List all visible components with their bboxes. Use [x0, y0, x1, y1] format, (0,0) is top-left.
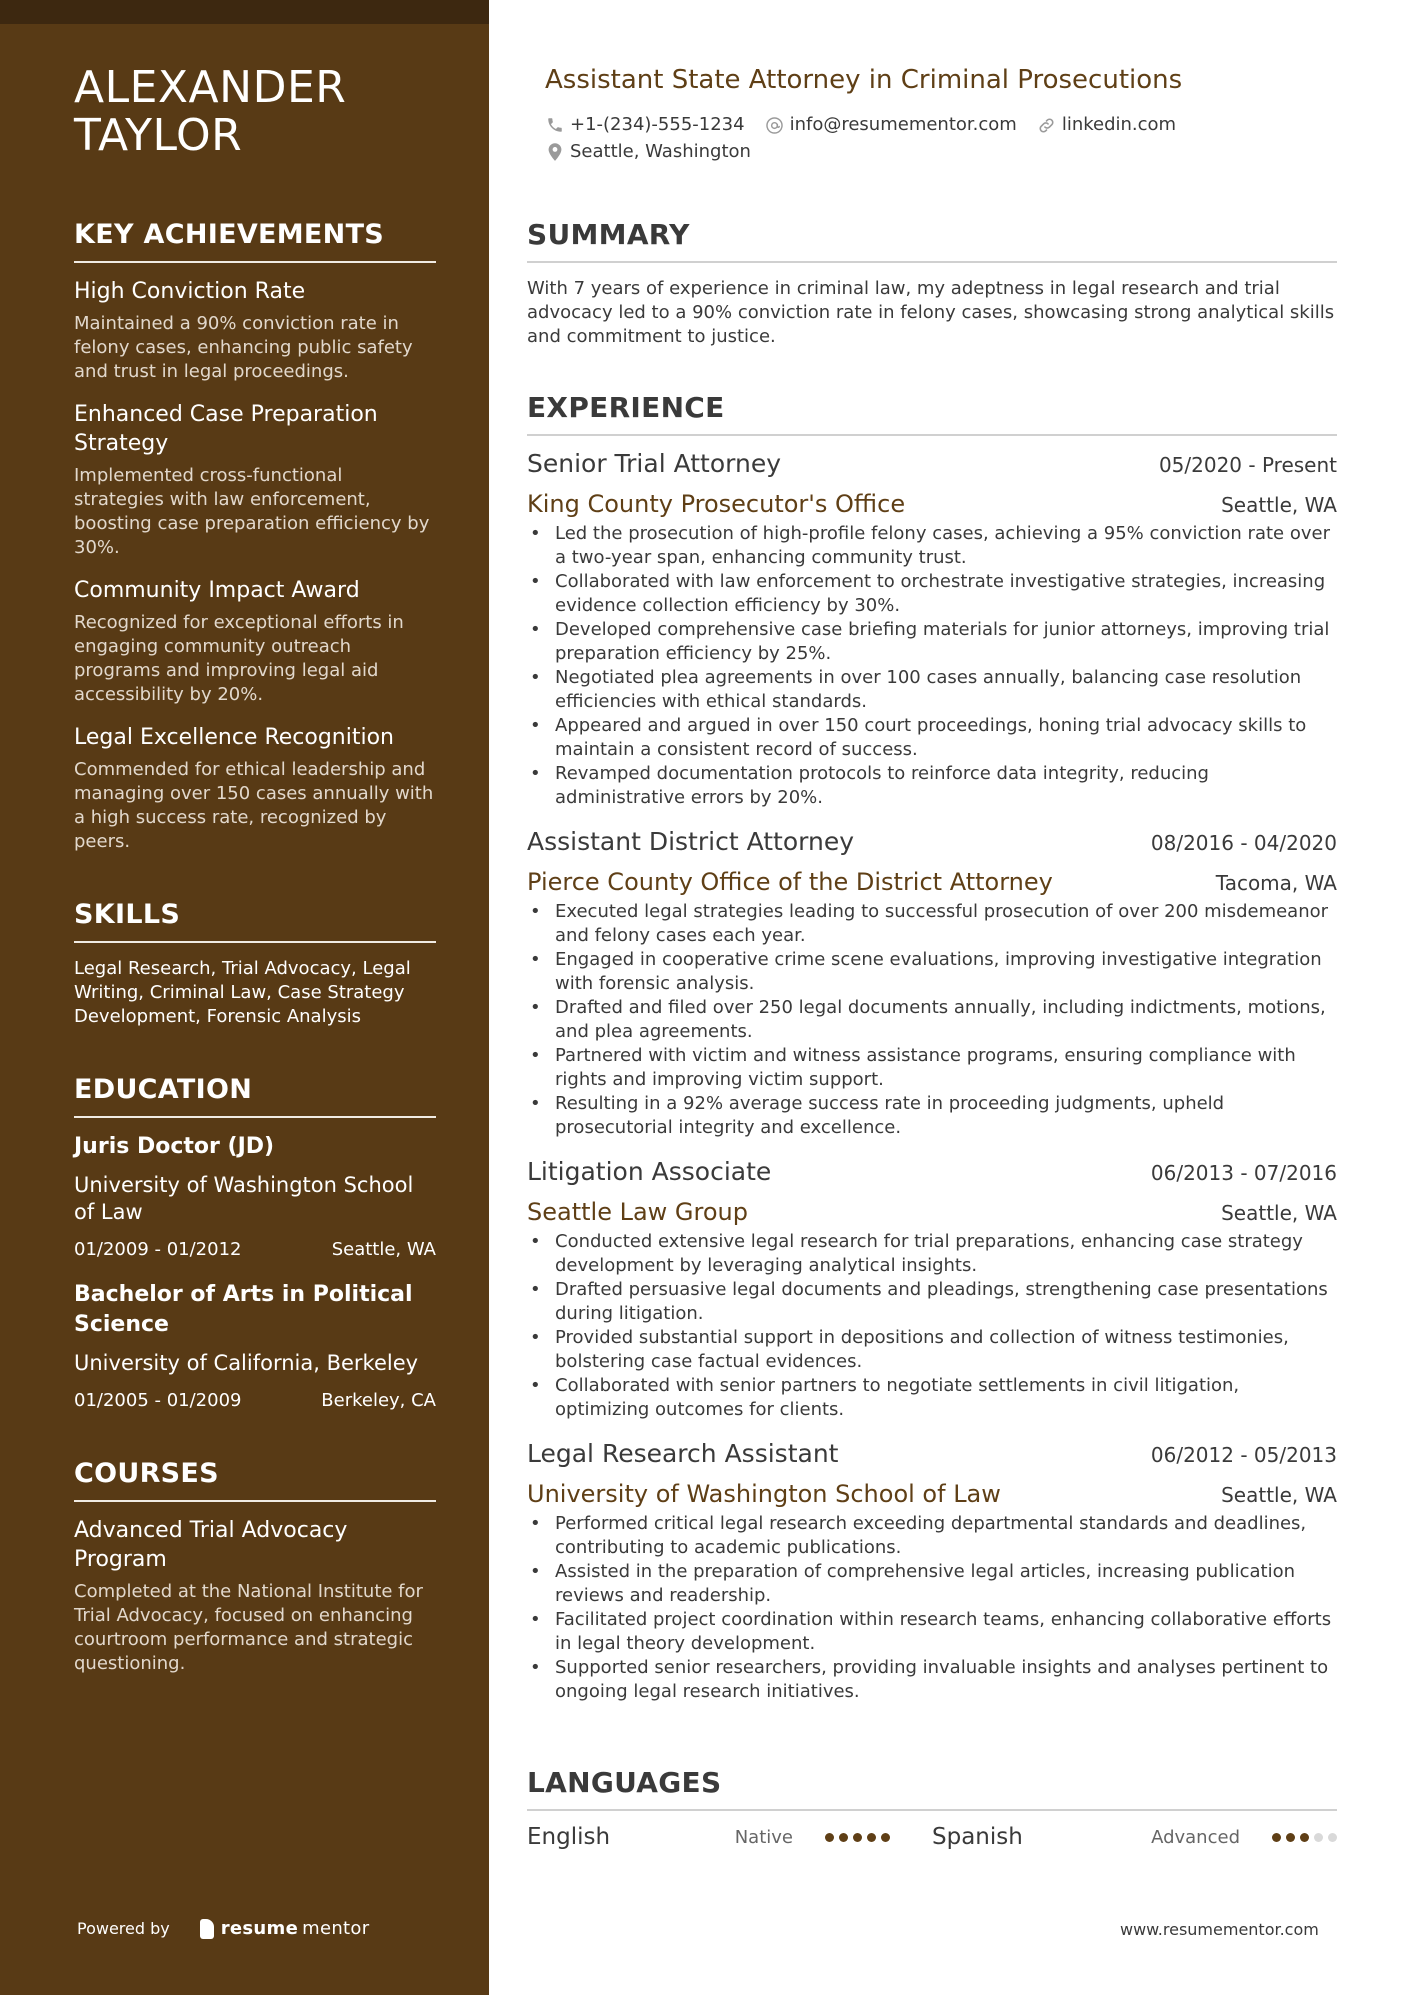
experience-section: [527, 391, 1337, 1704]
brand-logo[interactable]: [200, 1918, 370, 1939]
achievement-item: [74, 277, 436, 384]
list-item: • Revamped documentation protocols to reinforce data integrity, reducing administrative errors by 20%.: [527, 762, 1337, 810]
job-bullets: [527, 1512, 1337, 1704]
job-location: Tacoma, WA: [1215, 871, 1337, 895]
rating-dot-filled: [825, 1833, 834, 1842]
experience-item: [527, 448, 1337, 810]
courses-title: COURSES: [74, 1457, 436, 1502]
education-meta: [74, 1238, 436, 1262]
sidebar-top-band: [0, 0, 489, 24]
job-location: Seattle, WA: [1221, 493, 1337, 517]
course-desc: Completed at the National Institute for Trial Advocacy, focused on enhancing courtroom performance and strategic questioning.: [74, 1581, 423, 1674]
education-title: EDUCATION: [74, 1073, 436, 1118]
language-item: [527, 1824, 932, 1850]
at-icon: [765, 115, 785, 135]
languages-title: LANGUAGES: [527, 1766, 1337, 1811]
job-role: Senior Trial Attorney: [527, 449, 782, 478]
achievement-title: Legal Excellence Recognition: [74, 725, 394, 750]
contact-phone[interactable]: [545, 113, 745, 137]
contact-linkedin[interactable]: [1037, 113, 1176, 137]
courses-section: [74, 1457, 436, 1676]
experience-item: [527, 826, 1337, 1140]
education-item: [74, 1280, 436, 1413]
list-item: • Negotiated plea agreements in over 100 cases annually, balancing case resolution efficiencies with ethical standards.: [527, 666, 1337, 714]
job-role: Assistant District Attorney: [527, 827, 855, 856]
powered-by: [77, 1918, 369, 1939]
achievement-desc: Maintained a 90% conviction rate in felony cases, enhancing public safety and trust in legal proceedings.: [74, 313, 413, 382]
name-first: ALEXANDER: [74, 62, 347, 113]
rating-dot-filled: [881, 1833, 890, 1842]
language-item: [932, 1824, 1337, 1850]
education-location: Seattle, WA: [331, 1239, 436, 1260]
job-bullets: [527, 522, 1337, 810]
achievement-title: Community Impact Award: [74, 578, 360, 603]
education-school: University of Washington School of Law: [74, 1173, 414, 1224]
list-item: • Appeared and argued in over 150 court proceedings, honing trial advocacy skills to maintain a consistent record of success.: [527, 714, 1337, 762]
languages-row: [527, 1821, 1337, 1853]
powered-by-label: Powered by: [77, 1919, 170, 1938]
list-item: • Conducted extensive legal research for trial preparations, enhancing case strategy development by leveraging analytical insights.: [527, 1230, 1337, 1278]
experience-item: [527, 1438, 1337, 1704]
rating-dot-filled: [1272, 1833, 1281, 1842]
achievement-item: [74, 400, 436, 560]
job-dates: 06/2013 - 07/2016: [1150, 1161, 1337, 1185]
achievements-title: KEY ACHIEVEMENTS: [74, 218, 436, 263]
job-dates: 06/2012 - 05/2013: [1150, 1443, 1337, 1467]
list-item: • Drafted persuasive legal documents and pleadings, strengthening case presentations during litigation.: [527, 1278, 1337, 1326]
education-degree: Juris Doctor (JD): [74, 1134, 275, 1159]
skills-section: [74, 898, 436, 1029]
education-item: [74, 1132, 436, 1262]
education-dates: 01/2009 - 01/2012: [74, 1239, 242, 1260]
job-company: Seattle Law Group: [527, 1198, 748, 1226]
candidate-name: [74, 64, 436, 160]
experience-title: EXPERIENCE: [527, 391, 1337, 436]
summary-title: SUMMARY: [527, 218, 1337, 263]
job-location: Seattle, WA: [1221, 1201, 1337, 1225]
job-role: Legal Research Assistant: [527, 1439, 839, 1468]
link-icon: [1037, 115, 1057, 135]
achievements-section: [74, 218, 436, 854]
course-item: [74, 1516, 436, 1676]
rating-dot-filled: [853, 1833, 862, 1842]
phone-text: +1-(234)-555-1234: [570, 114, 745, 135]
footer-site[interactable]: www.resumementor.com: [1120, 1920, 1319, 1939]
list-item: • Provided substantial support in depositions and collection of witness testimonies, bolstering case factual evidences.: [527, 1326, 1337, 1374]
job-dates: 08/2016 - 04/2020: [1150, 831, 1337, 855]
achievement-desc: Commended for ethical leadership and managing over 150 cases annually with a high success rate, recognized by peers.: [74, 759, 434, 852]
achievement-desc: Implemented cross-functional strategies with law enforcement, boosting case preparation efficiency by 30%.: [74, 465, 430, 558]
skills-list: Legal Research, Trial Advocacy, Legal Writing, Criminal Law, Case Strategy Development, Forensic Analysis: [74, 958, 411, 1027]
contact-row: [545, 140, 751, 164]
achievement-title: Enhanced Case Preparation Strategy: [74, 402, 378, 456]
education-dates: 01/2005 - 01/2009: [74, 1390, 242, 1411]
skills-title: SKILLS: [74, 898, 436, 943]
job-company: Pierce County Office of the District Attorney: [527, 868, 1053, 896]
summary-text: With 7 years of experience in criminal law, my adeptness in legal research and trial advocacy led to a 90% conviction rate in felony cases, showcasing strong analytical skills and commitment to justice.: [527, 278, 1335, 347]
contact-location: [545, 140, 751, 164]
job-location: Seattle, WA: [1221, 1483, 1337, 1507]
job-company: University of Washington School of Law: [527, 1480, 1001, 1508]
brand-mark-icon: [200, 1919, 214, 1939]
email-text: info@resumementor.com: [789, 114, 1017, 135]
job-role: Litigation Associate: [527, 1157, 772, 1186]
rating-dot-filled: [867, 1833, 876, 1842]
achievement-item: [74, 576, 436, 707]
language-name: Spanish: [932, 1824, 1023, 1850]
rating-dot-empty: [1328, 1833, 1337, 1842]
language-rating: [825, 1833, 890, 1842]
phone-icon: [545, 115, 565, 135]
job-company: King County Prosecutor's Office: [527, 490, 906, 518]
education-location: Berkeley, CA: [321, 1390, 436, 1411]
achievement-item: [74, 723, 436, 854]
list-item: • Supported senior researchers, providing invaluable insights and analyses pertinent to ongoing legal research initiatives.: [527, 1656, 1337, 1704]
language-level: Advanced: [1151, 1826, 1240, 1848]
list-item: • Resulting in a 92% average success rate in proceeding judgments, upheld prosecutorial integrity and excellence.: [527, 1092, 1337, 1140]
education-school: University of California, Berkeley: [74, 1351, 419, 1375]
sidebar: [0, 0, 489, 1995]
languages-section: [527, 1766, 1337, 1853]
list-item: • Assisted in the preparation of comprehensive legal articles, increasing publication reviews and readership.: [527, 1560, 1337, 1608]
headline: Assistant State Attorney in Criminal Prosecutions: [545, 65, 1183, 95]
brand-light: mentor: [302, 1918, 370, 1939]
contact-row: [545, 113, 1176, 137]
achievement-title: High Conviction Rate: [74, 279, 306, 304]
list-item: • Partnered with victim and witness assistance programs, ensuring compliance with rights and improving victim support.: [527, 1044, 1337, 1092]
summary-section: [527, 218, 1337, 349]
achievement-desc: Recognized for exceptional efforts in engaging community outreach programs and improving legal aid accessibility by 20%.: [74, 612, 404, 705]
experience-item: [527, 1156, 1337, 1422]
list-item: • Collaborated with law enforcement to orchestrate investigative strategies, increasing evidence collection efficiency by 30%.: [527, 570, 1337, 618]
job-bullets: [527, 1230, 1337, 1422]
language-rating: [1272, 1833, 1337, 1842]
list-item: • Collaborated with senior partners to negotiate settlements in civil litigation, optimizing outcomes for clients.: [527, 1374, 1337, 1422]
job-dates: 05/2020 - Present: [1158, 453, 1337, 477]
course-title: Advanced Trial Advocacy Program: [74, 1518, 348, 1572]
list-item: • Executed legal strategies leading to successful prosecution of over 200 misdemeanor and felony cases each year.: [527, 900, 1337, 948]
location-text: Seattle, Washington: [570, 141, 751, 162]
list-item: • Facilitated project coordination within research teams, enhancing collaborative efforts in legal theory development.: [527, 1608, 1337, 1656]
list-item: • Engaged in cooperative crime scene evaluations, improving investigative integration with forensic analysis.: [527, 948, 1337, 996]
education-meta: [74, 1389, 436, 1413]
list-item: • Developed comprehensive case briefing materials for junior attorneys, improving trial preparation efficiency by 25%.: [527, 618, 1337, 666]
job-bullets: [527, 900, 1337, 1140]
linkedin-text: linkedin.com: [1061, 114, 1177, 135]
pin-icon: [545, 142, 565, 162]
list-item: • Drafted and filed over 250 legal documents annually, including indictments, motions, and plea agreements.: [527, 996, 1337, 1044]
brand-bold: resume: [220, 1918, 299, 1939]
rating-dot-filled: [839, 1833, 848, 1842]
language-level: Native: [734, 1826, 793, 1848]
education-section: [74, 1073, 436, 1413]
list-item: • Led the prosecution of high-profile felony cases, achieving a 95% conviction rate over a two-year span, enhancing community trust.: [527, 522, 1337, 570]
rating-dot-filled: [1286, 1833, 1295, 1842]
list-item: • Performed critical legal research exceeding departmental standards and deadlines, contributing to academic publications.: [527, 1512, 1337, 1560]
education-degree: Bachelor of Arts in Political Science: [74, 1282, 413, 1337]
rating-dot-filled: [1300, 1833, 1309, 1842]
name-last: TAYLOR: [74, 110, 243, 161]
contact-email[interactable]: [765, 113, 1017, 137]
rating-dot-empty: [1314, 1833, 1323, 1842]
language-name: English: [527, 1824, 611, 1850]
